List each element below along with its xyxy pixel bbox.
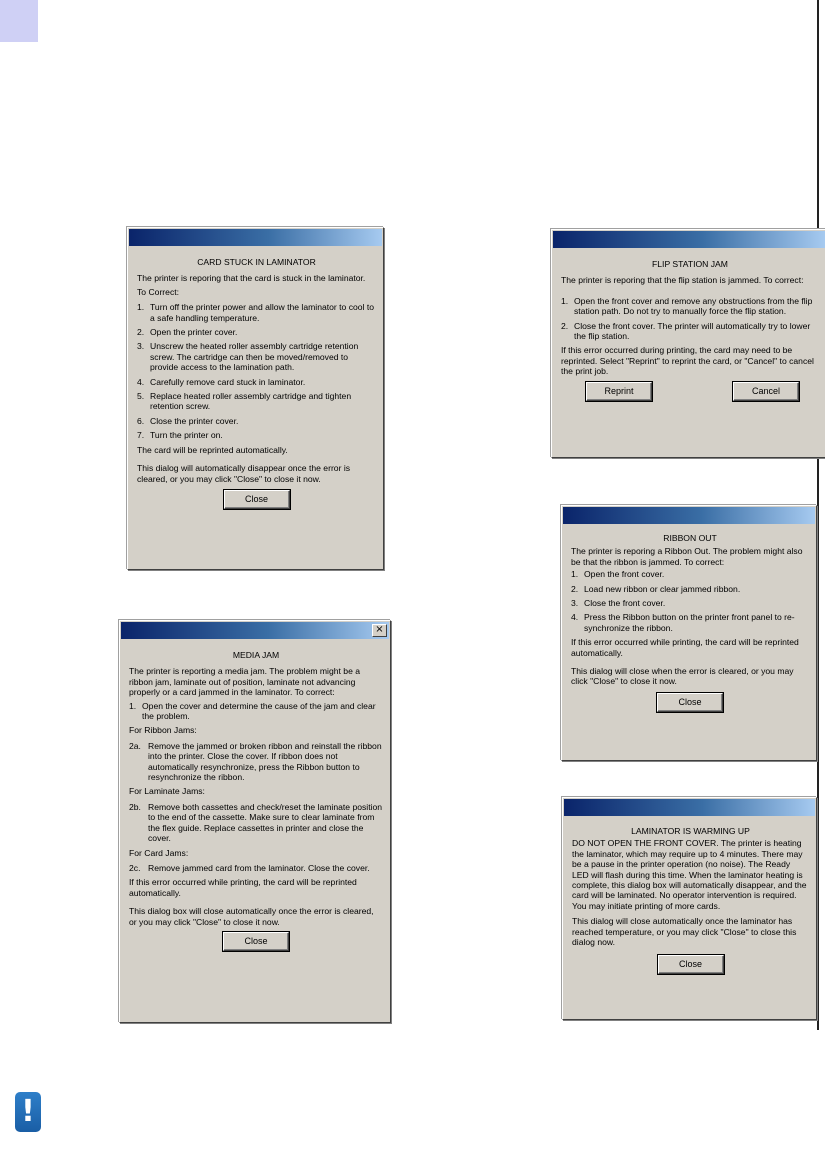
step-text: Press the Ribbon button on the printer front panel to re-synchronize the ribbon.	[584, 612, 795, 633]
list-item	[129, 863, 383, 873]
list-item	[571, 584, 809, 594]
button-row	[561, 382, 819, 401]
step-number: 3.	[571, 598, 579, 609]
step-text: Close the printer cover.	[150, 415, 239, 426]
list-item	[137, 430, 376, 440]
step-text: Remove the jammed or broken ribbon and reinstall the ribbon into the printer. Close the cover. If ribbon does not automatically resynchronize, press the Ribbon button to resynchronize the ribbon.	[148, 740, 382, 783]
list-item	[137, 377, 376, 387]
list-item	[571, 598, 809, 608]
step-text: Open the front cover and remove any obstructions from the flip station path. Do not try to manually force the flip station.	[574, 295, 813, 317]
title-bar[interactable]	[563, 507, 815, 524]
to-correct-label: To Correct:	[137, 286, 180, 297]
card-stuck-dialog	[127, 227, 384, 570]
dialog-title: MEDIA JAM	[232, 650, 280, 660]
section-heading: For Ribbon Jams:	[129, 725, 197, 736]
step-number: 2.	[137, 327, 145, 338]
step-number: 4.	[571, 612, 579, 623]
step-text: Open the printer cover.	[150, 327, 238, 338]
dialog-footer-text: This dialog will close when the error is cleared, or you may click "Close" to close it now.	[571, 666, 794, 687]
list-item	[561, 296, 819, 317]
list-item	[137, 341, 376, 372]
step-number: 1.	[129, 700, 137, 711]
dialog-intro: The printer is reporing that the card is stuck in the laminator.	[137, 273, 366, 284]
dialog-intro: The printer is reporing a Ribbon Out. The problem might also be that the ribbon is jammed. To correct:	[571, 546, 803, 567]
reprint-button[interactable]: Reprint	[586, 382, 652, 401]
step-number: 3.	[137, 341, 145, 352]
dialog-body-text: DO NOT OPEN THE FRONT COVER. The printer is heating the laminator, which may require up to 4 minutes. There may be a pause in the printer operation (no noise). The Ready LED will flash during this time. When the laminator heating is complete, this dialog box will automatically disappear, and the card will be laminated. No operator intervention is required. You may initiate printing of more cards.	[572, 838, 807, 911]
step-number: 2c.	[129, 862, 141, 873]
title-bar[interactable]	[553, 231, 825, 248]
dialog-footer-text: If this error occurred during printing, the card may need to be reprinted. Select "Reprint" to reprint the card, or "Cancel" to cancel the print job.	[561, 345, 814, 377]
dialog-title: FLIP STATION JAM	[652, 259, 728, 269]
laminator-warming-dialog	[562, 797, 817, 1020]
dialog-intro: The printer is reporing that the flip station is jammed. To correct:	[561, 275, 804, 286]
step-number: 5.	[137, 391, 145, 402]
dialog-footer-text: This dialog box will close automatically once the error is cleared, or you may click "Close" to close it now.	[129, 906, 374, 927]
list-item	[137, 327, 376, 337]
step-text: Turn off the printer power and allow the laminator to cool to a safe handling temperature.	[150, 302, 375, 323]
dialog-title: CARD STUCK IN LAMINATOR	[197, 257, 316, 267]
list-item	[137, 416, 376, 426]
dialog-footer-text: This dialog will close automatically once the laminator has reached temperature, or you may click "Close" to close this dialog now.	[572, 916, 797, 948]
close-x-icon[interactable]: ×	[372, 624, 387, 637]
step-text: Open the front cover.	[584, 569, 665, 580]
step-number: 1.	[137, 302, 145, 313]
cancel-button[interactable]: Cancel	[733, 382, 799, 401]
step-text: Unscrew the heated roller assembly cartridge retention screw. The cartridge can then be moved/removed to provide access to the lamination path.	[150, 341, 359, 373]
reprint-note: If this error occurred while printing, the card will be reprinted automatically.	[571, 637, 799, 658]
list-item	[571, 569, 809, 579]
reprint-note: The card will be reprinted automatically.	[137, 444, 288, 455]
list-item	[129, 701, 383, 722]
list-item	[129, 802, 383, 844]
dialog-title: RIBBON OUT	[663, 533, 717, 543]
corner-marker	[0, 0, 38, 42]
dialog-footer-text: This dialog will automatically disappear once the error is cleared, or you may click "Close" to close it now.	[137, 463, 351, 484]
step-text: Remove jammed card from the laminator. Close the cover.	[148, 862, 370, 873]
media-jam-dialog	[119, 620, 391, 1023]
ribbon-out-dialog	[561, 505, 817, 761]
step-text: Load new ribbon or clear jammed ribbon.	[584, 583, 741, 594]
step-number: 2.	[571, 583, 579, 594]
step-number: 4.	[137, 376, 145, 387]
close-button[interactable]: Close	[657, 693, 723, 712]
step-text: Replace heated roller assembly cartridge and tighten retention screw.	[150, 391, 352, 412]
reprint-note: If this error occurred while printing, the card will be reprinted automatically.	[129, 877, 357, 898]
caution-icon: !	[15, 1092, 41, 1132]
list-item	[129, 741, 383, 783]
list-item	[137, 391, 376, 412]
step-number: 1.	[571, 569, 579, 580]
title-bar[interactable]	[564, 799, 815, 816]
close-button[interactable]: Close	[223, 932, 289, 951]
step-text: Close the front cover. The printer will automatically try to lower the flip station.	[574, 320, 811, 342]
step-number: 2a.	[129, 740, 141, 751]
title-bar[interactable]	[121, 622, 389, 639]
step-number: 6.	[137, 415, 145, 426]
step-text: Carefully remove card stuck in laminator.	[150, 376, 306, 387]
dialog-title: LAMINATOR IS WARMING UP	[631, 826, 750, 836]
step-number: 2b.	[129, 801, 141, 812]
step-text: Remove both cassettes and check/reset the laminate position to the end of the cassette. Make sure to clear laminate from the flex guide. Replace cassettes in printer and close the cover.	[148, 801, 383, 844]
step-text: Open the cover and determine the cause of the jam and clear the problem.	[142, 700, 376, 722]
section-heading: For Card Jams:	[129, 847, 189, 858]
section-heading: For Laminate Jams:	[129, 786, 205, 797]
title-bar[interactable]	[129, 229, 382, 246]
dialog-intro: The printer is reporting a media jam. The problem might be a ribbon jam, laminate out of position, laminate not advancing properly or a card jammed in the laminator. To correct:	[129, 666, 361, 698]
page-edge-rule	[817, 0, 819, 1030]
list-item	[137, 302, 376, 323]
step-number: 2.	[561, 320, 569, 331]
step-text: Close the front cover.	[584, 598, 666, 609]
list-item	[571, 612, 809, 633]
close-button[interactable]: Close	[658, 955, 724, 974]
list-item	[561, 321, 819, 342]
close-button[interactable]: Close	[224, 490, 290, 509]
flip-station-dialog	[551, 229, 825, 458]
step-number: 1.	[561, 295, 569, 306]
step-text: Turn the printer on.	[150, 430, 223, 441]
step-number: 7.	[137, 430, 145, 441]
